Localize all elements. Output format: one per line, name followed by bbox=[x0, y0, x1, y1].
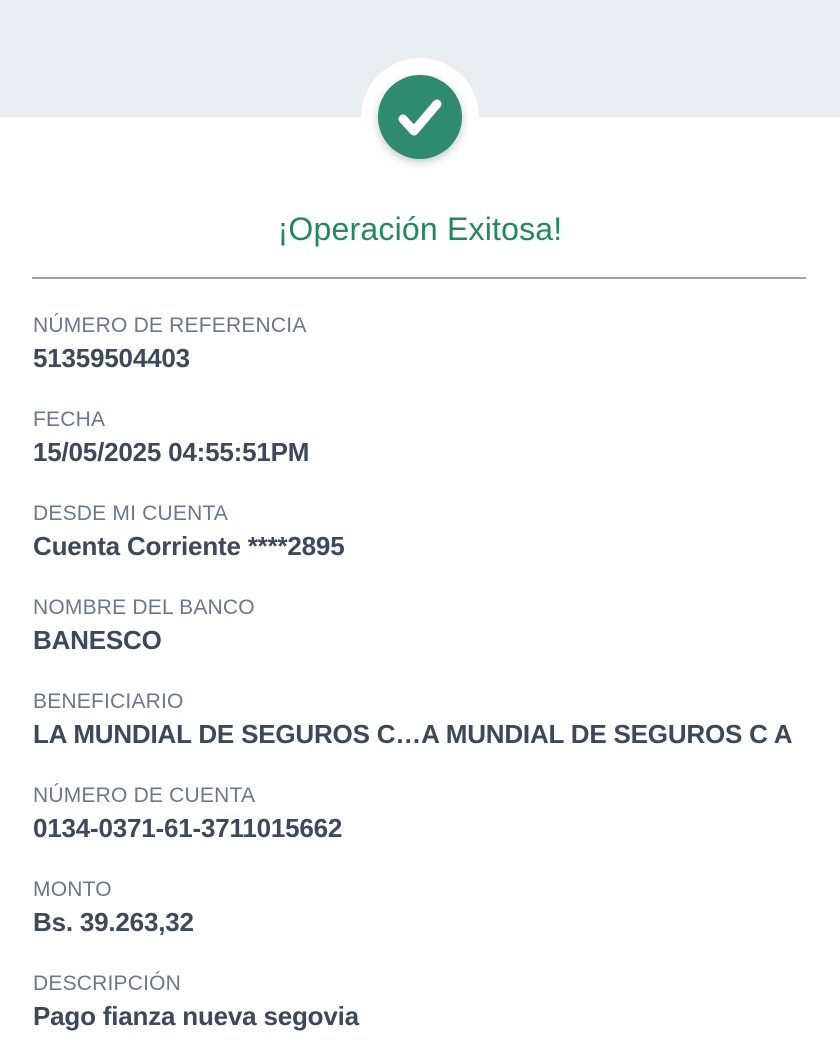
field-label: NOMBRE DEL BANCO bbox=[33, 596, 255, 619]
success-badge bbox=[361, 58, 479, 176]
field-label: MONTO bbox=[33, 878, 112, 901]
field-value: 0134-0371-61-3711015662 bbox=[33, 813, 343, 843]
field-desde-mi-cuenta bbox=[33, 501, 807, 562]
field-label: NÚMERO DE CUENTA bbox=[33, 784, 256, 807]
field-value: LA MUNDIAL DE SEGUROS C…A MUNDIAL DE SEGUROS C A bbox=[33, 719, 793, 749]
field-value: 51359504403 bbox=[33, 343, 190, 373]
field-fecha bbox=[33, 407, 807, 468]
field-value: Pago fianza nueva segovia bbox=[33, 1001, 359, 1031]
field-label: NÚMERO DE REFERENCIA bbox=[33, 314, 307, 337]
check-icon bbox=[397, 99, 443, 137]
field-descripcion bbox=[33, 971, 807, 1032]
receipt-fields bbox=[0, 279, 840, 1032]
field-value: BANESCO bbox=[33, 625, 162, 655]
check-circle bbox=[378, 75, 462, 159]
field-label: FECHA bbox=[33, 408, 106, 431]
field-monto bbox=[33, 877, 807, 938]
field-beneficiario bbox=[33, 689, 807, 750]
field-value: Bs. 39.263,32 bbox=[33, 907, 194, 937]
field-value: 15/05/2025 04:55:51PM bbox=[33, 437, 310, 467]
field-numero-de-cuenta bbox=[33, 783, 807, 844]
field-value: Cuenta Corriente ****2895 bbox=[33, 531, 345, 561]
field-label: BENEFICIARIO bbox=[33, 690, 184, 713]
success-title: ¡Operación Exitosa! bbox=[277, 211, 563, 247]
field-label: DESCRIPCIÓN bbox=[33, 972, 182, 995]
field-numero-de-referencia bbox=[33, 313, 807, 374]
field-nombre-del-banco bbox=[33, 595, 807, 656]
field-label: DESDE MI CUENTA bbox=[33, 502, 229, 525]
